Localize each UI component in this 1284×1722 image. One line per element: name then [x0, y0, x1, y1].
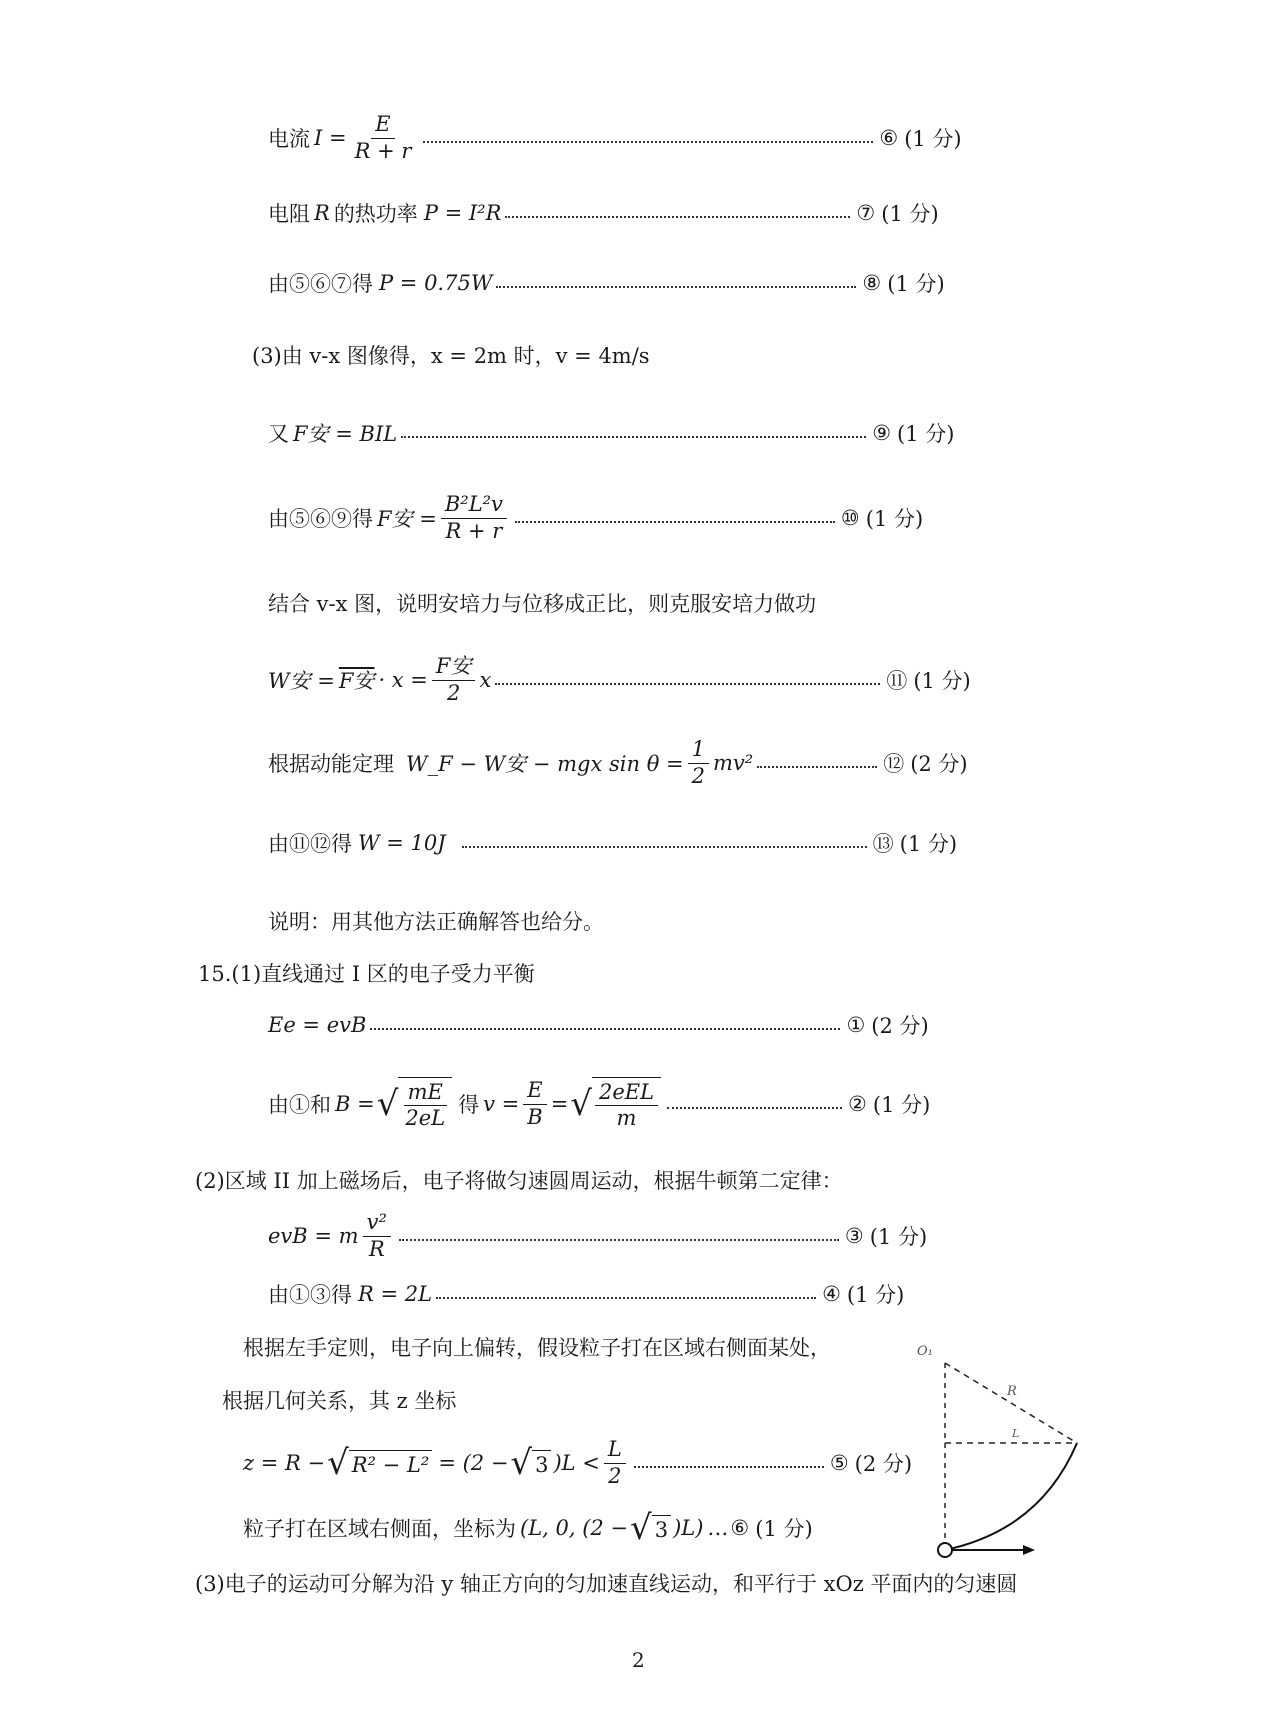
sqrt: √ 3: [630, 1511, 671, 1545]
fraction: $\frac{\text{F安}}{2}$: [432, 654, 476, 705]
dot-leader: [634, 1466, 824, 1468]
sqrt: √ $\frac{mE}{2eL}$: [377, 1077, 452, 1131]
eq-work-result: 由⑪⑫得 W = 10J ⑬ (1 分): [268, 831, 958, 856]
note: 说明：用其他方法正确解答也给分。: [268, 910, 604, 934]
dot-leader: [495, 683, 880, 685]
part3-intro: (3)由 v-x 图像得，x = 2m 时，v = 4m/s: [252, 344, 650, 368]
dot-leader: [496, 286, 856, 288]
text-left-hand-rule: 根据左手定则，电子向上偏转，假设粒子打在区域右侧面某处，: [243, 1336, 831, 1360]
fraction: $\frac{L}{2}$: [604, 1437, 626, 1488]
eq-z-coordinate: z = R − √ R² − L² = (2 − √ 3 )L < $\frac{L}{2}$ ⑤ (2 分): [243, 1437, 913, 1488]
sqrt: √ 3: [510, 1446, 551, 1480]
dot-leader: [515, 521, 835, 523]
dot-leader: [436, 1297, 816, 1299]
dot-leader: [401, 436, 866, 438]
fraction: $\frac{\text{B²L²v}}{R + r}$: [441, 492, 507, 543]
sqrt: √ R² − L²: [327, 1446, 432, 1480]
eq-work-ampere: W安 = F安 · x = $\frac{\text{F安}}{2}$ x ⑪ (1 分): [268, 654, 971, 705]
eq-force-balance: Ee = evB ① (2 分): [268, 1013, 929, 1038]
eq-newton-second: evB = m $\frac{\text{v²}}{R}$ ③ (1 分): [268, 1210, 928, 1261]
arrow-head: [1023, 1545, 1035, 1555]
dashed-radius: [945, 1363, 1077, 1443]
eq-kinetic-energy: 根据动能定理 W_F − W安 − mgx sin θ = $\frac{1}{2}$ mv² ⑫ (2 分): [268, 737, 968, 788]
text-proportional: 结合 v-x 图，说明安培力与位移成正比，则克服安培力做功: [268, 592, 817, 616]
eq-heat-power: 电阻 R 的热功率 P = I²R ⑦ (1 分): [268, 201, 939, 226]
label-current: 电流: [268, 127, 310, 151]
dot-leader: [370, 1028, 840, 1030]
dot-leader: [757, 766, 877, 768]
eq-radius: 由①③得 R = 2L ④ (1 分): [268, 1282, 905, 1307]
text-hit-coordinate: 粒子打在区域右侧面，坐标为 (L, 0, (2 − √ 3 )L) … ⑥ (1 分): [243, 1508, 813, 1548]
dot-leader: [462, 846, 867, 848]
dot-leader: [423, 141, 873, 143]
electron-origin: [938, 1543, 952, 1557]
eq-tag: ⑥: [879, 126, 899, 150]
eq-velocity: 由①和 B = √ $\frac{mE}{2eL}$ 得 v = $\frac{E}{B}$ = √ $\frac{\text{2eEL}}{m}$ ② (1 分): [268, 1078, 931, 1130]
eq-ampere-force-result: 由⑤⑥⑨得 F安 = $\frac{\text{B²L²v}}{R + r}$ ⑩ (1 分): [268, 492, 924, 543]
label-l: L: [1012, 1427, 1020, 1440]
sqrt: √ $\frac{\text{2eEL}}{m}$: [570, 1077, 661, 1131]
label-o1: O₁: [917, 1344, 933, 1359]
dot-leader: [667, 1107, 842, 1109]
fraction: $\frac{1}{2}$: [688, 737, 709, 788]
fraction: $\frac{E}{R + r}$: [354, 112, 412, 163]
label-r: R: [1007, 1384, 1017, 1399]
q15-part1: 15.(1)直线通过 I 区的电子受力平衡: [198, 962, 535, 986]
dot-leader: [399, 1239, 839, 1241]
page-number: 2: [632, 1648, 645, 1672]
trajectory-arc: [945, 1443, 1077, 1550]
eq-ampere-force: 又 F安 = BIL ⑨ (1 分): [268, 421, 955, 446]
geometry-diagram: [915, 1335, 1095, 1570]
eq-current: 电流 I = $\frac{E}{R + r}$ ⑥ (1 分): [268, 112, 962, 163]
q15-part2: (2)区域 II 加上磁场后，电子将做匀速圆周运动，根据牛顿第二定律：: [195, 1169, 843, 1193]
eq-power-result: 由⑤⑥⑦得 P = 0.75W ⑧ (1 分): [268, 271, 945, 296]
q15-part3: (3)电子的运动可分解为沿 y 轴正方向的匀加速直线运动，和平行于 xOz 平面内的匀速圆: [195, 1572, 1018, 1596]
dot-leader: [505, 216, 850, 218]
text-geometry: 根据几何关系，其 z 坐标: [222, 1389, 457, 1413]
score: (1 分): [904, 127, 962, 151]
fraction: $\frac{\text{v²}}{R}$: [363, 1210, 391, 1261]
fraction: $\frac{E}{B}$: [523, 1078, 546, 1129]
